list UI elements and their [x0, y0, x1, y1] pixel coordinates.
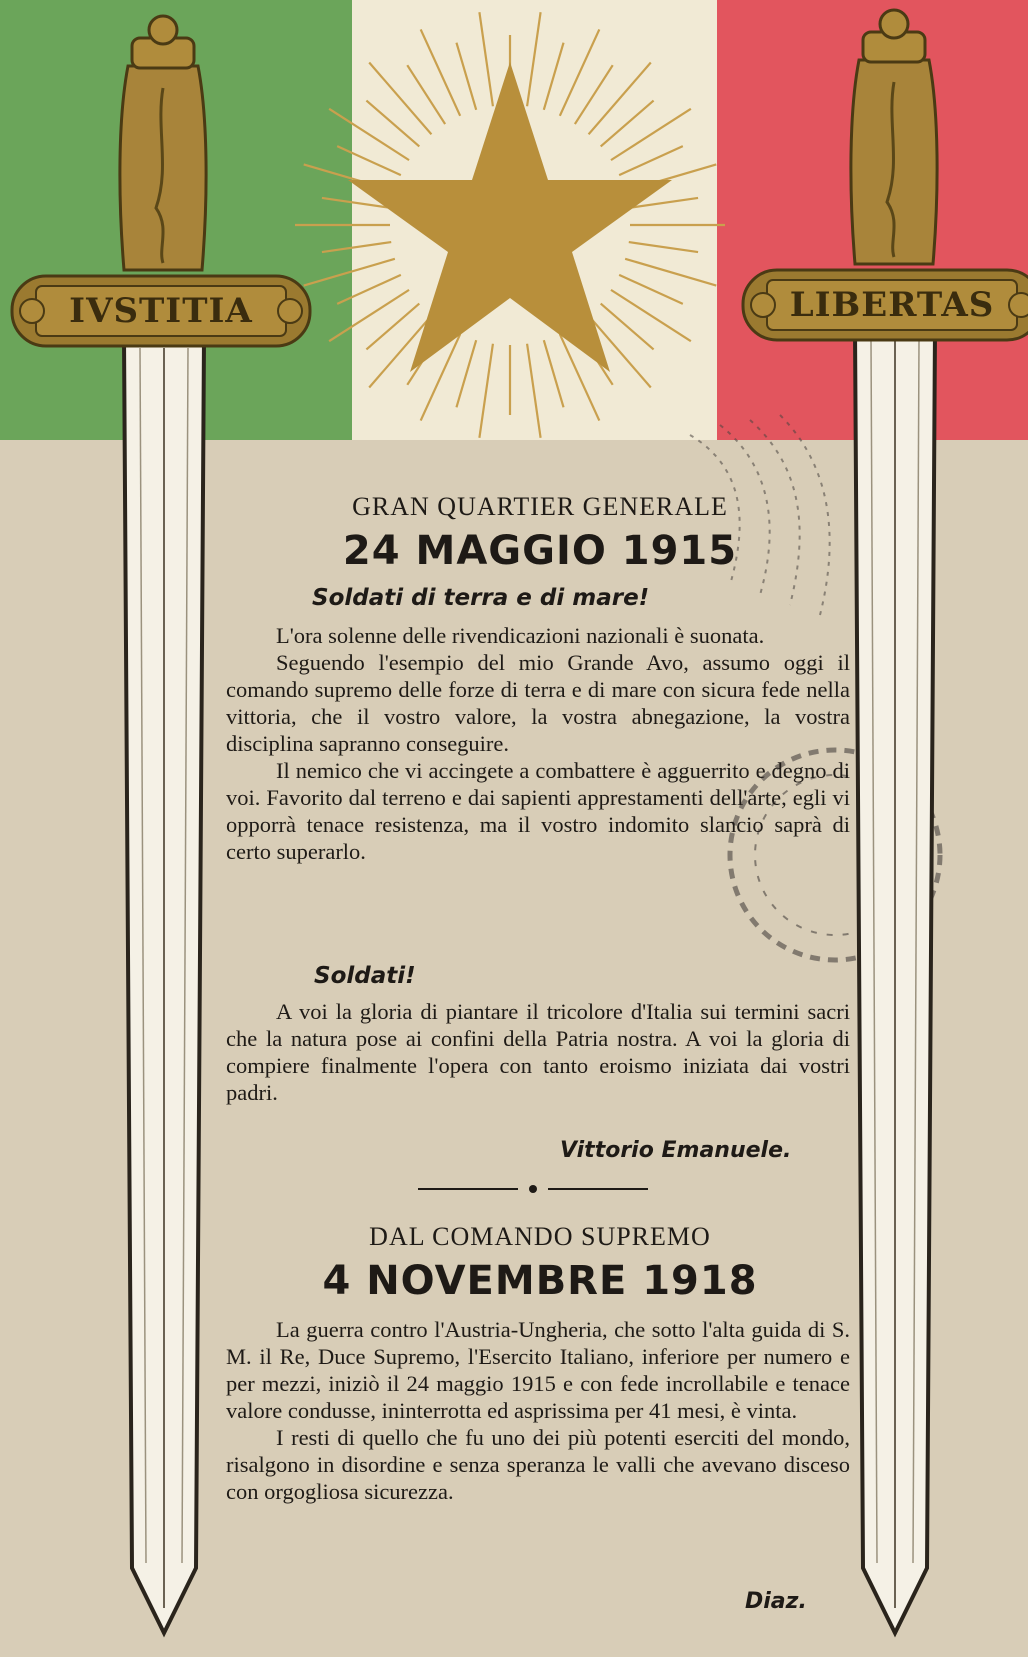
- section1-header: GRAN QUARTIER GENERALE: [352, 492, 728, 521]
- sword-inscription-left: IVSTITIA: [69, 291, 253, 331]
- star-ray: [527, 12, 541, 106]
- star-ray: [366, 304, 419, 350]
- section1-salutation-2: Soldati!: [314, 963, 416, 989]
- star-ray: [601, 101, 654, 147]
- star-ray: [560, 29, 599, 115]
- section-divider: [418, 1181, 648, 1197]
- star-ray: [629, 242, 698, 252]
- star-ray: [456, 340, 476, 407]
- section1-closing: [226, 998, 850, 1106]
- star-ray: [456, 43, 476, 110]
- star-ray: [322, 242, 391, 252]
- section1-paragraph: Seguendo l'esempio del mio Grande Avo, assumo oggi il comando supremo delle forze di terra e di mare con sicura fede nella vittoria, che il vostro valore, la vostra abnegazione, la vostra disciplina sapranno conseguire.: [226, 650, 850, 756]
- section1-body: [226, 622, 850, 865]
- section2-signature: Diaz.: [745, 1589, 807, 1614]
- star-ray: [611, 109, 691, 160]
- sword-inscription-right: LIBERTAS: [789, 285, 995, 325]
- section2-body: [226, 1316, 850, 1505]
- star-ray: [369, 63, 431, 135]
- star-ray: [407, 65, 445, 124]
- star-ray: [329, 109, 409, 160]
- star-ray: [337, 146, 401, 175]
- section2-paragraph: I resti di quello che fu uno dei più potenti eserciti del mondo, risalgono in disordine e senza speranza le valli che avevano disceso con orgogliosa sicurezza.: [226, 1425, 850, 1504]
- star-ray: [366, 101, 419, 147]
- star-ray: [619, 146, 683, 175]
- star-ray: [611, 290, 691, 341]
- star-ray: [337, 275, 401, 304]
- star-ray: [421, 29, 460, 115]
- star-ray: [479, 12, 493, 106]
- star-ray: [544, 43, 564, 110]
- star-ray: [304, 259, 395, 286]
- star-ray: [527, 344, 541, 438]
- star-ray: [329, 290, 409, 341]
- section1-paragraph-last: A voi la gloria di piantare il tricolore d'Italia sui termini sacri che la natura pose ai confini della Patria nostra. A voi la gloria di compiere finalmente l'opera con tanto eroismo iniziata dai vostri padri.: [226, 999, 850, 1105]
- star-ray: [625, 259, 716, 286]
- section2-date: 4 NOVEMBRE 1918: [322, 1258, 758, 1304]
- star-ray: [589, 63, 651, 135]
- section1-date: 24 MAGGIO 1915: [342, 528, 738, 574]
- star-ray: [601, 304, 654, 350]
- star-ray: [619, 275, 683, 304]
- section2-header: DAL COMANDO SUPREMO: [369, 1222, 711, 1251]
- section1-paragraph: Il nemico che vi accingete a combattere è agguerrito e degno di voi. Favorito dal terreno e dai sapienti apprestamenti dell'arte, egli vi opporrà tenace resistenza, ma il vostro indomito slancio saprà di certo superarlo.: [226, 758, 850, 864]
- section1-paragraph: L'ora solenne delle rivendicazioni nazionali è suonata.: [276, 623, 765, 648]
- section1-salutation: Soldati di terra e di mare!: [312, 585, 650, 611]
- star-ray: [544, 340, 564, 407]
- section2-paragraph: La guerra contro l'Austria-Ungheria, che sotto l'alta guida di S. M. il Re, Duce Supremo, l'Esercito Italiano, inferiore per numero e per mezzi, iniziò il 24 maggio 1915 e con fede incrollabile e tenace valore condusse, ininterrotta ed asprissima per 41 mesi, è vinta.: [226, 1317, 850, 1423]
- star-ray: [575, 65, 613, 124]
- star-ray: [479, 344, 493, 438]
- radiant-star-icon: [270, 0, 750, 440]
- section1-signature: Vittorio Emanuele.: [560, 1138, 792, 1163]
